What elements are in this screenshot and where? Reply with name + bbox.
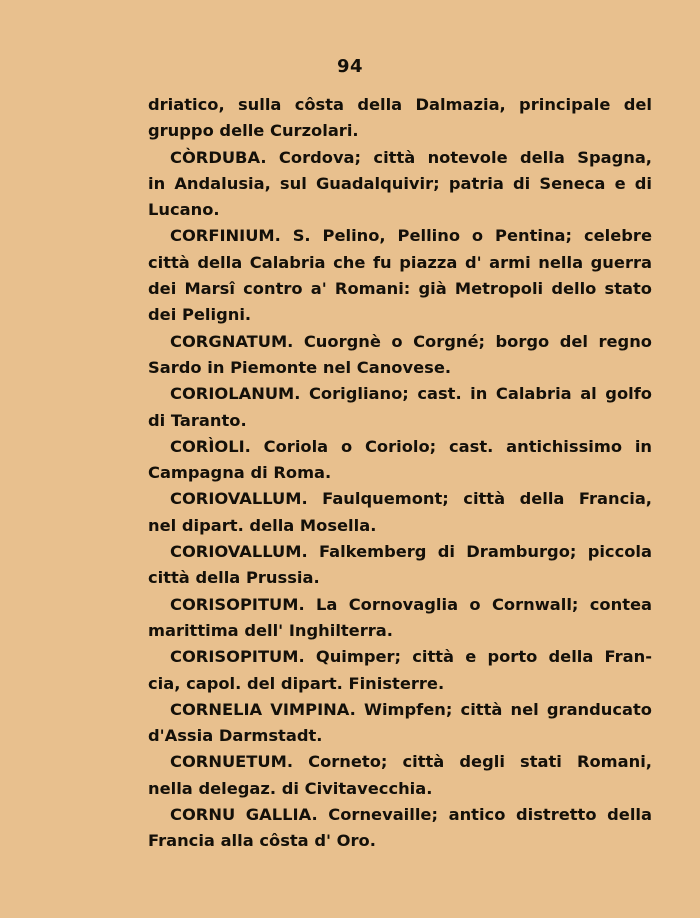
text-line: CORNUETUM. Corneto; città degli stati Romani,	[170, 752, 652, 772]
text-line: CORNELIA VIMPINA. Wimpfen; città nel granducato	[170, 699, 652, 719]
text-line: gruppo delle Curzolari.	[148, 121, 359, 141]
text-line: marittima dell' Inghilterra.	[148, 620, 393, 640]
text-line: CORIOLANUM. Corigliano; cast. in Calabria al golfo	[170, 384, 652, 404]
text-line: d'Assia Darmstadt.	[148, 726, 323, 746]
text-line: Sardo in Piemonte nel Canovese.	[148, 357, 452, 377]
text-line: cia, capol. del dipart. Finisterre.	[148, 673, 445, 693]
text-line: città della Calabria che fu piazza d' armi nella guerra	[148, 252, 652, 272]
text-line: Francia alla côsta d' Oro.	[148, 831, 376, 851]
text-line: nel dipart. della Mosella.	[148, 515, 377, 535]
text-line: città della Prussia.	[148, 568, 320, 588]
text-line: CORFINIUM. S. Pelino, Pellino o Pentina; celebre	[170, 226, 652, 246]
text-line: dei Peligni.	[148, 305, 252, 325]
text-line: CORIOVALLUM. Falkemberg di Dramburgo; piccola	[170, 542, 652, 562]
text-line: Lucano.	[148, 200, 220, 220]
gazetteer-entries	[148, 92, 652, 855]
text-line: CORISOPITUM. Quimper; città e porto della Fran-	[170, 647, 652, 667]
text-line: nella delegaz. di Civitavecchia.	[148, 778, 433, 798]
text-line: CÒRDUBA. Cordova; città notevole della Spagna,	[170, 147, 652, 167]
text-line: di Taranto.	[148, 410, 247, 430]
text-line: CORIOVALLUM. Faulquemont; città della Francia,	[170, 489, 652, 509]
text-line: CORGNATUM. Cuorgnè o Corgné; borgo del regno	[170, 331, 652, 351]
text-line: in Andalusia, sul Guadalquivir; patria di Seneca e di	[148, 173, 652, 193]
text-line: Campagna di Roma.	[148, 463, 332, 483]
text-line: driatico, sulla côsta della Dalmazia, principale del	[148, 95, 652, 114]
page-number: 94	[336, 56, 364, 77]
text-line: CORNU GALLIA. Cornevaille; antico distretto della	[170, 805, 652, 825]
text-line: dei Marsî contro a' Romani: già Metropoli dello stato	[148, 279, 652, 299]
text-line: CORISOPITUM. La Cornovaglia o Cornwall; contea	[170, 594, 652, 614]
text-line: CORÌOLI. Coriola o Coriolo; cast. antichissimo in	[170, 436, 652, 456]
